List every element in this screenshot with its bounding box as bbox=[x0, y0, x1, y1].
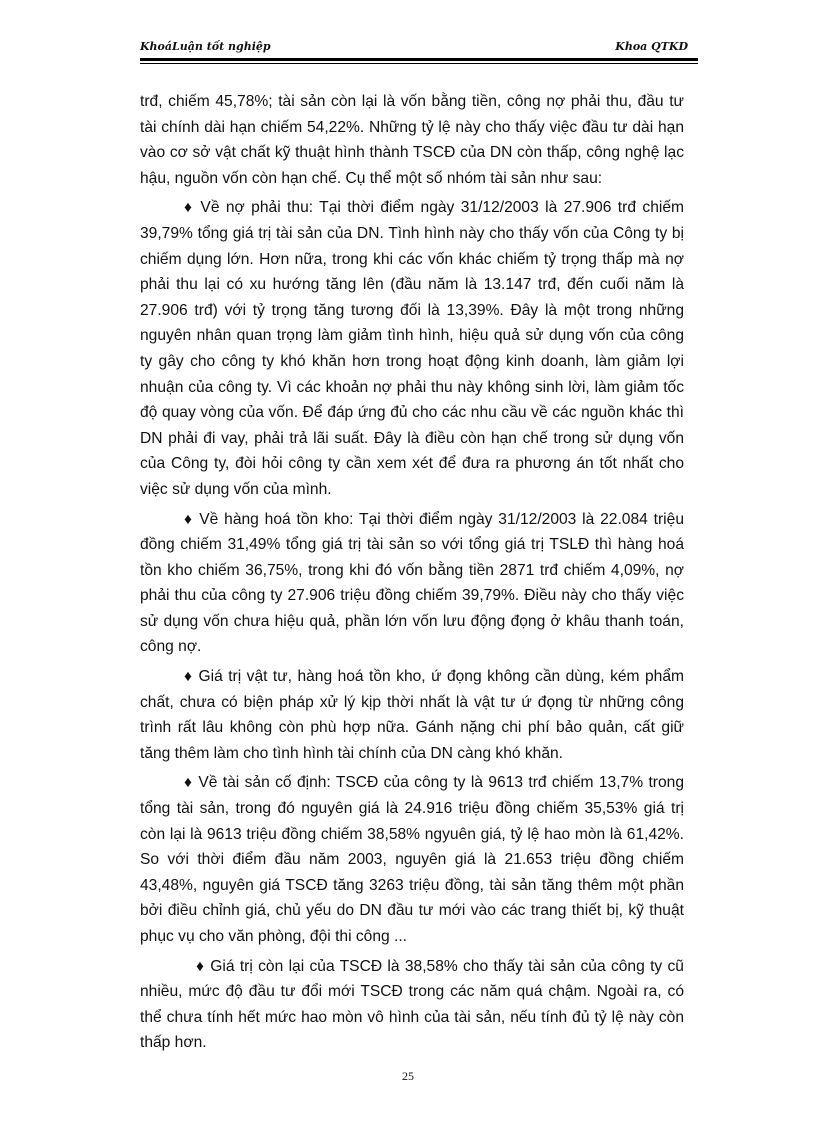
header-faculty: Khoa QTKD bbox=[615, 40, 688, 53]
body-text bbox=[140, 89, 684, 1056]
paragraph-inventory: ♦ Về hàng hoá tồn kho: Tại thời điểm ngày 31/12/2003 là 22.084 triệu đồng chiếm 31,49% tổng giá trị tài sản so với tổng giá trị TSLĐ thì hàng hoá tồn kho chiếm 36,75%, trong khi đó vốn bằng tiền 2871 trđ chiếm 4,09%, nợ phải thu của công ty 27.906 triệu đồng chiếm 39,79%. Điều này cho thấy việc sử dụng vốn chưa hiệu quả, phần lớn vốn lưu động đọng ở khâu thanh toán, công nợ. bbox=[140, 510, 684, 656]
paragraph-fixed-assets: ♦ Về tài sản cố định: TSCĐ của công ty là 9613 trđ chiếm 13,7% trong tổng tài sản, trong đó nguyên giá là 24.916 triệu đồng chiếm 35,53% giá trị còn lại là 9613 triệu đồng chiếm 38,58% ngyuên giá, tỷ lệ hao mòn là 61,42%. So với thời điểm đầu năm 2003, nguyên giá là 21.653 triệu đồng chiếm 43,48%, nguyên giá TSCĐ tăng 3263 triệu đồng, tài sản tăng thêm một phần bởi điều chỉnh giá, chủ yếu do DN đầu tư mới vào các trang thiết bị, kỹ thuật phục vụ cho văn phòng, đội thi công ... bbox=[140, 774, 684, 945]
header-rule-thin bbox=[140, 63, 698, 64]
paragraph-inventory-value: ♦ Giá trị vật tư, hàng hoá tồn kho, ứ đọng không cần dùng, kém phẩm chất, chưa có biện pháp xử lý kịp thời nhất là vật tư ứ đọng từ những công trình rất lâu không còn phù hợp nữa. Gánh nặng chi phí bảo quản, cất giữ tăng thêm làm cho tình hình tài chính của DN càng khó khăn. bbox=[140, 668, 684, 762]
paragraph-residual-value: ♦ Giá trị còn lại của TSCĐ là 38,58% cho thấy tài sản của công ty cũ nhiều, mức độ đầu tư đổi mới TSCĐ trong các năm quá chậm. Ngoài ra, có thể chưa tính hết mức hao mòn vô hình của tài sản, nếu tính đủ tỷ lệ này còn thấp hơn. bbox=[140, 957, 684, 1052]
page-number: 25 bbox=[402, 1069, 414, 1083]
header-thesis-title: KhoáLuận tốt nghiệp bbox=[140, 40, 271, 53]
paragraph-receivables: ♦ Về nợ phải thu: Tại thời điểm ngày 31/12/2003 là 27.906 trđ chiếm 39,79% tổng giá trị tài sản của DN. Tình hình này cho thấy vốn của Công ty bị chiếm dụng lớn. Hơn nữa, trong khi các vốn khác chiếm tỷ trọng thấp mà nợ phải thu lại có xu hướng tăng lên (đầu năm là 13.147 trđ, đến cuối năm là 27.906 trđ) với tỷ trọng tăng tương đối là 13,39%. Đây là một trong những nguyên nhân quan trọng làm giảm tình hình, hiệu quả sử dụng vốn của công ty gây cho công ty khó khăn hơn trong hoạt động kinh doanh, làm giảm lợi nhuận của công ty. Vì các khoản nợ phải thu này không sinh lời, làm giảm tốc độ quay vòng của vốn. Để đáp ứng đủ cho các nhu cầu về các nguồn khác thì DN phải đi vay, phải trả lãi suất. Đây là điều còn hạn chế trong sử dụng vốn của Công ty, đòi hỏi công ty cần xem xét để đưa ra phương án tốt nhất cho việc sử dụng vốn của mình. bbox=[140, 199, 684, 498]
header-rule-thick bbox=[140, 58, 698, 61]
paragraph-intro: trđ, chiếm 45,78%; tài sản còn lại là vốn bằng tiền, công nợ phải thu, đầu tư tài chính dài hạn chiếm 54,22%. Những tỷ lệ này cho thấy việc đầu tư dài hạn vào cơ sở vật chất kỹ thuật hình thành TSCĐ của DN còn thấp, công nghệ lạc hậu, nguồn vốn còn hạn chế. Cụ thể một số nhóm tài sản như sau: bbox=[140, 93, 684, 187]
